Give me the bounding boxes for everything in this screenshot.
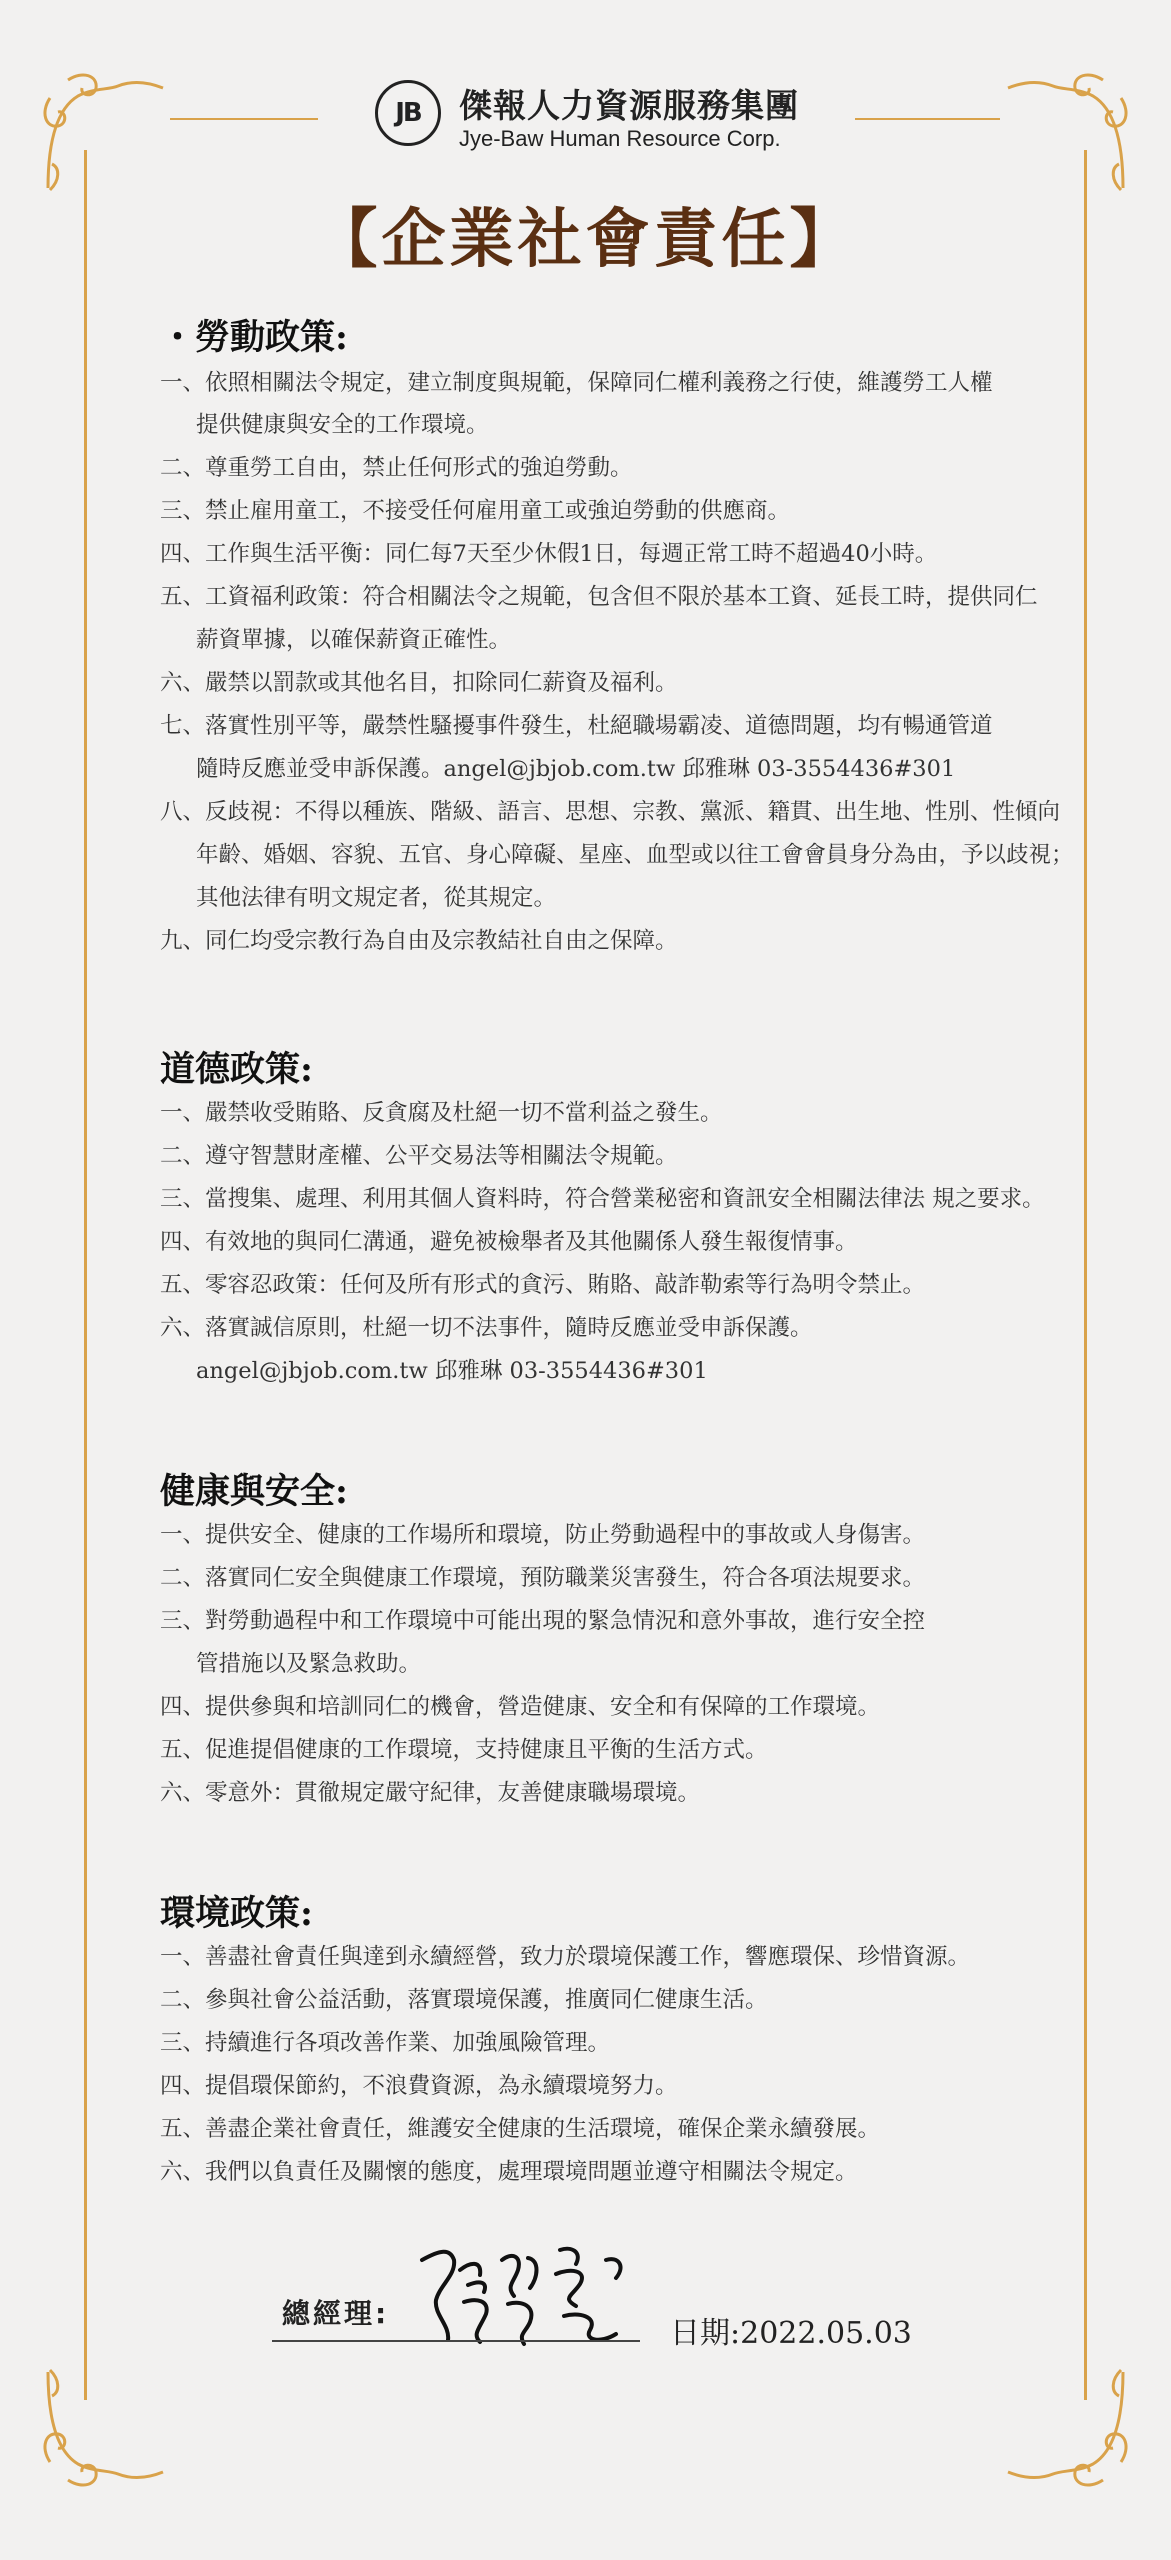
labor-item-9: 九、同仁均受宗教行為自由及宗教結社自由之保障。	[160, 928, 678, 954]
labor-item-5-cont: 薪資單據，以確保薪資正確性。	[196, 627, 512, 653]
env-item-3: 三、持續進行各項改善作業、加強風險管理。	[160, 2030, 611, 2056]
page-title: 【企業社會責任】	[313, 203, 858, 277]
labor-item-8-cont-1: 年齡、婚姻、容貌、五官、身心障礙、星座、血型或以往工會會員身分為由，予以歧視；	[196, 842, 1074, 868]
ethics-item-5: 五、零容忍政策：任何及所有形式的貪污、賄賂、敲詐勒索等行為明令禁止。	[160, 1272, 926, 1298]
ethics-item-1: 一、嚴禁收受賄賂、反貪腐及杜絕一切不當利益之發生。	[160, 1100, 723, 1126]
frame-right-line	[1084, 150, 1087, 2400]
health-item-1: 一、提供安全、健康的工作場所和環境，防止勞動過程中的事故或人身傷害。	[160, 1522, 926, 1548]
frame-left-line	[84, 150, 87, 2400]
labor-item-8: 八、反歧視：不得以種族、階級、語言、思想、宗教、黨派、籍貫、出生地、性別、性傾向	[160, 799, 1061, 825]
health-item-4: 四、提供參與和培訓同仁的機會，營造健康、安全和有保障的工作環境。	[160, 1694, 881, 1720]
health-item-2: 二、落實同仁安全與健康工作環境，預防職業災害發生，符合各項法規要求。	[160, 1565, 926, 1591]
handwritten-signature	[410, 2230, 640, 2350]
ethics-item-6: 六、落實誠信原則，杜絕一切不法事件，隨時反應並受申訴保護。	[160, 1315, 813, 1341]
section-title-environment: 環境政策:	[160, 1893, 313, 1934]
company-name-zh: 傑報人力資源服務集團	[459, 86, 799, 125]
health-item-3: 三、對勞動過程中和工作環境中可能出現的緊急情況和意外事故，進行安全控	[160, 1608, 926, 1634]
company-name-en: Jye-Baw Human Resource Corp.	[459, 126, 781, 151]
health-item-5: 五、促進提倡健康的工作環境，支持健康且平衡的生活方式。	[160, 1737, 768, 1763]
labor-item-8-cont-2: 其他法律有明文規定者，從其規定。	[196, 885, 557, 911]
labor-item-3: 三、禁止雇用童工，不接受任何雇用童工或強迫勞動的供應商。	[160, 498, 791, 524]
ethics-item-4: 四、有效地的與同仁溝通，避免被檢舉者及其他關係人發生報復情事。	[160, 1229, 858, 1255]
signature-date: 日期:2022.05.03	[670, 2316, 912, 2351]
labor-item-1: 一、依照相關法令規定，建立制度與規範，保障同仁權利義務之行使，維護勞工人權	[160, 370, 993, 396]
env-item-6: 六、我們以負責任及關懷的態度，處理環境問題並遵守相關法令規定。	[160, 2159, 858, 2185]
header	[0, 72, 1171, 172]
section-title-labor: ・勞動政策:	[160, 317, 348, 358]
ethics-item-3: 三、當搜集、處理、利用其個人資料時，符合營業秘密和資訊安全相關法律法 規之要求。	[160, 1186, 1045, 1212]
labor-item-7: 七、落實性別平等，嚴禁性騷擾事件發生，杜絕職場霸凌、道德問題，均有暢通管道	[160, 713, 993, 739]
health-item-3-cont: 管措施以及緊急救助。	[196, 1651, 422, 1677]
env-item-1: 一、善盡社會責任與達到永續經營，致力於環境保護工作，響應環保、珍惜資源。	[160, 1944, 971, 1970]
signature-label: 總經理:	[282, 2297, 390, 2330]
ethics-item-6-cont: angel@jbjob.com.tw 邱雅琳 03-3554436#301	[196, 1358, 708, 1384]
labor-item-6: 六、嚴禁以罰款或其他名目，扣除同仁薪資及福利。	[160, 670, 678, 696]
env-item-4: 四、提倡環保節約，不浪費資源，為永續環境努力。	[160, 2073, 678, 2099]
signature-line	[272, 2340, 640, 2342]
bottom-right-ornament	[993, 2352, 1133, 2492]
env-item-2: 二、參與社會公益活動，落實環境保護，推廣同仁健康生活。	[160, 1987, 768, 2013]
section-title-ethics: 道德政策:	[160, 1049, 313, 1090]
section-title-health-safety: 健康與安全:	[160, 1471, 348, 1512]
company-logo	[375, 72, 815, 162]
header-rule-left	[170, 118, 318, 120]
labor-item-1-cont: 提供健康與安全的工作環境。	[196, 412, 489, 438]
labor-item-4: 四、工作與生活平衡：同仁每7天至少休假1日，每週正常工時不超過40小時。	[160, 541, 938, 567]
labor-item-5: 五、工資福利政策：符合相關法令之規範，包含但不限於基本工資、延長工時，提供同仁	[160, 584, 1038, 610]
ethics-item-2: 二、遵守智慧財產權、公平交易法等相關法令規範。	[160, 1143, 678, 1169]
bottom-left-ornament	[38, 2352, 178, 2492]
labor-item-2: 二、尊重勞工自由，禁止任何形式的強迫勞動。	[160, 455, 633, 481]
logo-mark: JB	[375, 80, 441, 146]
labor-item-7-cont: 隨時反應並受申訴保護。angel@jbjob.com.tw 邱雅琳 03-3554436#301	[196, 756, 956, 782]
health-item-6: 六、零意外：貫徹規定嚴守紀律，友善健康職場環境。	[160, 1780, 701, 1806]
header-rule-right	[855, 118, 1000, 120]
env-item-5: 五、善盡企業社會責任，維護安全健康的生活環境，確保企業永續發展。	[160, 2116, 881, 2142]
